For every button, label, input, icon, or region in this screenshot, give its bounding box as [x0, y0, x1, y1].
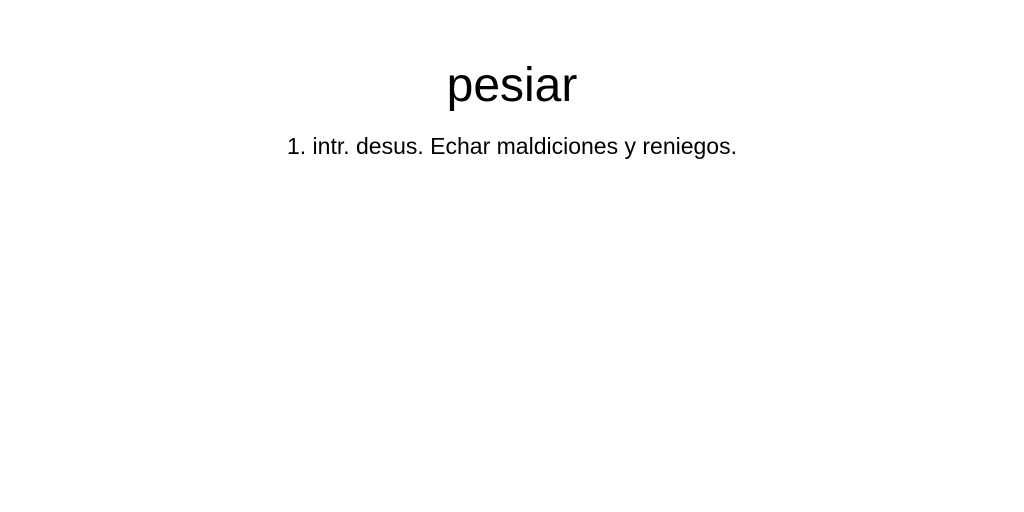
entry-headword: pesiar	[446, 59, 578, 112]
entry-definition: 1. intr. desus. Echar maldiciones y reniegos.	[286, 133, 737, 159]
